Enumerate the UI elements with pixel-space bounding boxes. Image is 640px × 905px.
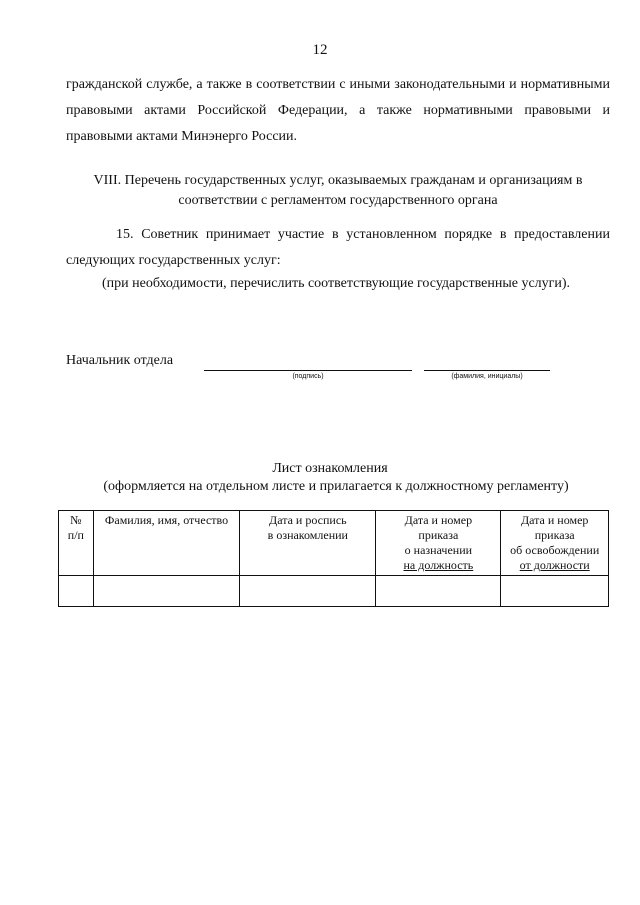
col-number-line1: № — [70, 513, 82, 527]
col-number-line2: п/п — [67, 528, 84, 542]
item-15-paragraph — [66, 222, 610, 274]
signature-label: Начальник отдела — [66, 353, 174, 368]
table-cell[interactable] — [59, 576, 94, 607]
table-cell[interactable] — [93, 576, 240, 607]
col-full-name-label: Фамилия, имя, отчество — [104, 513, 229, 527]
col-dismissal-line3: об освобождении — [510, 543, 600, 557]
name-line — [424, 370, 550, 371]
col-appointment-line3: о назначении — [404, 543, 473, 557]
table-cell[interactable] — [240, 576, 376, 607]
table-cell[interactable] — [376, 576, 501, 607]
col-appointment-line1: Дата и номер — [404, 513, 473, 527]
col-appointment-line4: на должность — [403, 558, 474, 572]
section-heading-line1: VIII. Перечень государственных услуг, оказываемых гражданам и организациям в — [93, 173, 583, 188]
table-header-row — [59, 511, 609, 576]
col-dismissal-line2: приказа — [534, 528, 575, 542]
intro-paragraph: гражданской службе, а также в соответствии с иными законодательными и нормативными правовыми актами Российской Федерации, а также нормативными правовыми и правовыми актами Минэнерго России. — [66, 77, 610, 144]
col-dismissal-order — [501, 511, 609, 576]
page-number: 12 — [312, 42, 328, 58]
col-appointment-line2: приказа — [418, 528, 459, 542]
table-row — [59, 576, 609, 607]
section-heading — [66, 171, 610, 211]
table-cell[interactable] — [501, 576, 609, 607]
signature-line — [204, 370, 412, 371]
col-date-signature-line2: в ознакомлении — [267, 528, 348, 542]
section-heading-line2: соответствии с регламентом государственного органа — [178, 193, 498, 208]
col-date-signature-line1: Дата и роспись — [269, 513, 347, 527]
col-dismissal-line4: от должности — [519, 558, 590, 572]
acknowledgement-title: Лист ознакомления — [272, 461, 388, 476]
item-15-text: 15. Советник принимает участие в установленном порядке в предоставлении следующих государственных услуг: — [66, 227, 610, 268]
name-caption: (фамилия, инициалы) — [451, 373, 523, 380]
services-note: (при необходимости, перечислить соответствующие государственные услуги). — [102, 276, 571, 291]
signature-caption: (подпись) — [292, 373, 324, 380]
acknowledgement-subtitle: (оформляется на отдельном листе и прилагается к должностному регламенту) — [103, 479, 569, 494]
col-number — [59, 511, 94, 576]
col-full-name — [93, 511, 240, 576]
col-date-signature — [240, 511, 376, 576]
col-dismissal-line1: Дата и номер — [520, 513, 589, 527]
acknowledgement-table — [58, 510, 609, 607]
col-appointment-order — [376, 511, 501, 576]
